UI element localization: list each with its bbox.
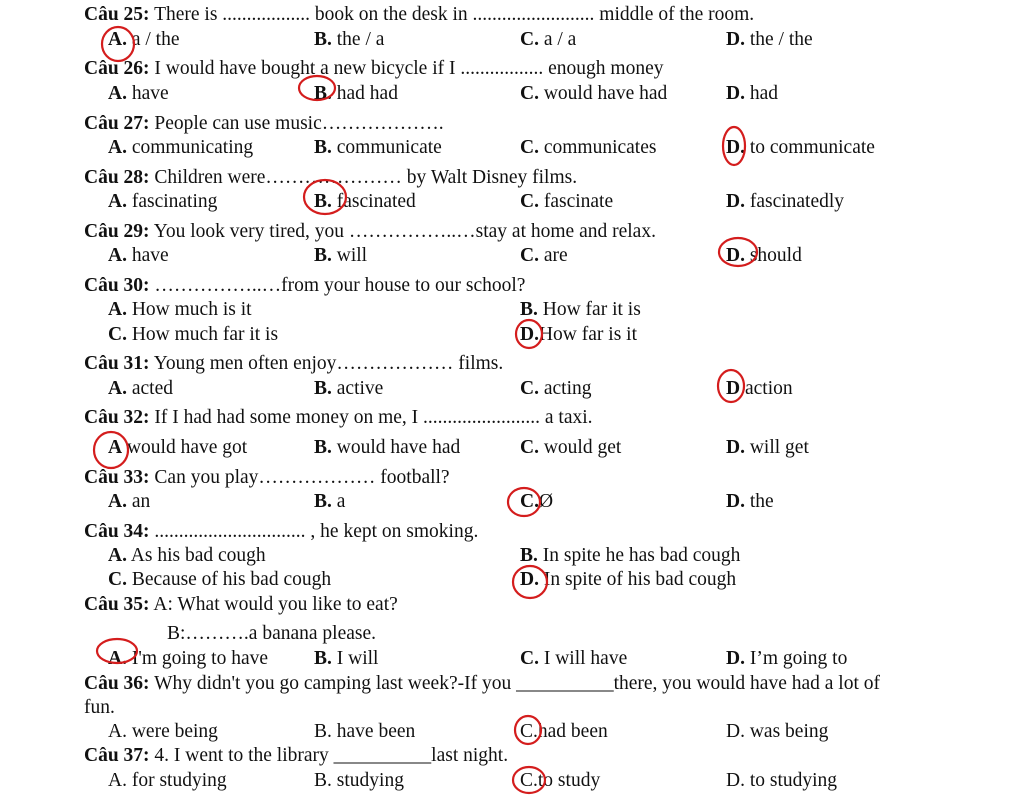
option-27-a[interactable]: A. communicating <box>108 137 254 158</box>
option-26-a[interactable]: A. have <box>108 83 169 104</box>
question-stem: A: What would you like to eat? <box>153 594 398 615</box>
option-31-d[interactable]: D action <box>726 378 793 399</box>
option-25-c[interactable]: C. a / a <box>520 29 577 50</box>
question-label: Câu 34: <box>84 521 150 542</box>
option-29-d[interactable]: D. should <box>726 245 802 266</box>
question-label: Câu 26: <box>84 58 150 79</box>
question-stem: You look very tired, you ……………..…stay at home and relax. <box>153 221 656 242</box>
option-26-b[interactable]: B. had had <box>314 83 398 104</box>
option-32-b[interactable]: B. would have had <box>314 437 461 458</box>
option-27-c[interactable]: C. communicates <box>520 137 657 158</box>
option-27-b[interactable]: B. communicate <box>314 137 442 158</box>
question-36 <box>84 672 914 720</box>
question-label: Câu 35: <box>84 594 150 615</box>
question-stem: 4. I went to the library __________last night. <box>154 745 509 766</box>
question-label: Câu 29: <box>84 221 150 242</box>
option-37-b[interactable]: B. studying <box>314 770 404 791</box>
option-29-b[interactable]: B. will <box>314 245 368 266</box>
question-25 <box>84 4 754 26</box>
question-35 <box>84 594 398 616</box>
question-29 <box>84 221 656 243</box>
option-28-a[interactable]: A. fascinating <box>108 191 218 212</box>
option-36-d[interactable]: D. was being <box>726 721 829 742</box>
option-37-a[interactable]: A. for studying <box>108 770 227 791</box>
question-stem: Why didn't you go camping last week?-If you __________there, you would have had a lot of fun. <box>84 673 881 718</box>
option-36-b[interactable]: B. have been <box>314 721 416 742</box>
option-35-b[interactable]: B. I will <box>314 648 379 669</box>
option-36-a[interactable]: A. were being <box>108 721 218 742</box>
question-28 <box>84 167 577 189</box>
option-32-d[interactable]: D. will get <box>726 437 809 458</box>
question-stem: ............................... , he kept on smoking. <box>154 521 479 542</box>
question-35-reply: B:……….a banana please. <box>167 623 377 644</box>
option-34-b[interactable]: B. In spite he has bad cough <box>520 545 741 566</box>
option-34-a[interactable]: A. As his bad cough <box>108 545 266 566</box>
question-label: Câu 27: <box>84 113 150 134</box>
option-33-c[interactable]: C.Ø <box>520 491 554 512</box>
option-33-b[interactable]: B. a <box>314 491 346 512</box>
question-30 <box>84 275 525 297</box>
option-36-c[interactable]: C.had been <box>520 721 608 742</box>
option-25-d[interactable]: D. the / the <box>726 29 813 50</box>
option-27-d[interactable]: D. to communicate <box>726 137 875 158</box>
option-32-c[interactable]: C. would get <box>520 437 622 458</box>
question-33 <box>84 467 450 489</box>
option-31-b[interactable]: B. active <box>314 378 384 399</box>
question-stem: ……………..…from your house to our school? <box>154 275 526 296</box>
option-28-c[interactable]: C. fascinate <box>520 191 614 212</box>
question-34 <box>84 521 478 543</box>
question-label: Câu 32: <box>84 407 150 428</box>
question-stem: Young men often enjoy……………… films. <box>153 353 504 374</box>
option-35-d[interactable]: D. I’m going to <box>726 648 848 669</box>
option-29-a[interactable]: A. have <box>108 245 169 266</box>
question-27 <box>84 113 444 135</box>
question-stem: Children were………………… by Walt Disney films. <box>154 167 578 188</box>
question-label: Câu 37: <box>84 745 150 766</box>
option-33-a[interactable]: A. an <box>108 491 151 512</box>
question-stem: People can use music………………. <box>154 113 444 134</box>
question-stem: There is .................. book on the desk in ......................... middle of the room. <box>154 4 755 25</box>
option-34-d[interactable]: D. In spite of his bad cough <box>520 569 737 590</box>
option-35-c[interactable]: C. I will have <box>520 648 628 669</box>
option-30-a[interactable]: A. How much is it <box>108 299 252 320</box>
option-34-c[interactable]: C. Because of his bad cough <box>108 569 332 590</box>
option-25-a[interactable]: A. a / the <box>108 29 180 50</box>
option-29-c[interactable]: C. are <box>520 245 568 266</box>
question-26 <box>84 58 663 80</box>
question-label: Câu 31: <box>84 353 150 374</box>
question-label: Câu 28: <box>84 167 150 188</box>
option-31-c[interactable]: C. acting <box>520 378 592 399</box>
option-37-d[interactable]: D. to studying <box>726 770 838 791</box>
question-label: Câu 36: <box>84 673 150 694</box>
question-label: Câu 25: <box>84 4 150 25</box>
option-33-d[interactable]: D. the <box>726 491 774 512</box>
question-stem: If I had had some money on me, I ........................ a taxi. <box>154 407 593 428</box>
question-label: Câu 30: <box>84 275 150 296</box>
option-30-b[interactable]: B. How far it is <box>520 299 641 320</box>
question-label: Câu 33: <box>84 467 150 488</box>
option-30-d[interactable]: D.How far is it <box>520 324 637 345</box>
option-28-d[interactable]: D. fascinatedly <box>726 191 845 212</box>
question-31 <box>84 353 503 375</box>
option-30-c[interactable]: C. How much far it is <box>108 324 279 345</box>
option-28-b[interactable]: B. fascinated <box>314 191 416 212</box>
option-32-a[interactable]: A would have got <box>108 437 248 458</box>
option-26-d[interactable]: D. had <box>726 83 778 104</box>
question-stem: Can you play……………… football? <box>154 467 450 488</box>
question-stem: I would have bought a new bicycle if I ................. enough money <box>154 58 664 79</box>
option-31-a[interactable]: A. acted <box>108 378 173 399</box>
question-37 <box>84 745 508 767</box>
option-37-c[interactable]: C.to study <box>520 770 601 791</box>
option-26-c[interactable]: C. would have had <box>520 83 668 104</box>
option-35-a[interactable]: A. I'm going to have <box>108 648 269 669</box>
question-32 <box>84 407 593 429</box>
option-25-b[interactable]: B. the / a <box>314 29 385 50</box>
